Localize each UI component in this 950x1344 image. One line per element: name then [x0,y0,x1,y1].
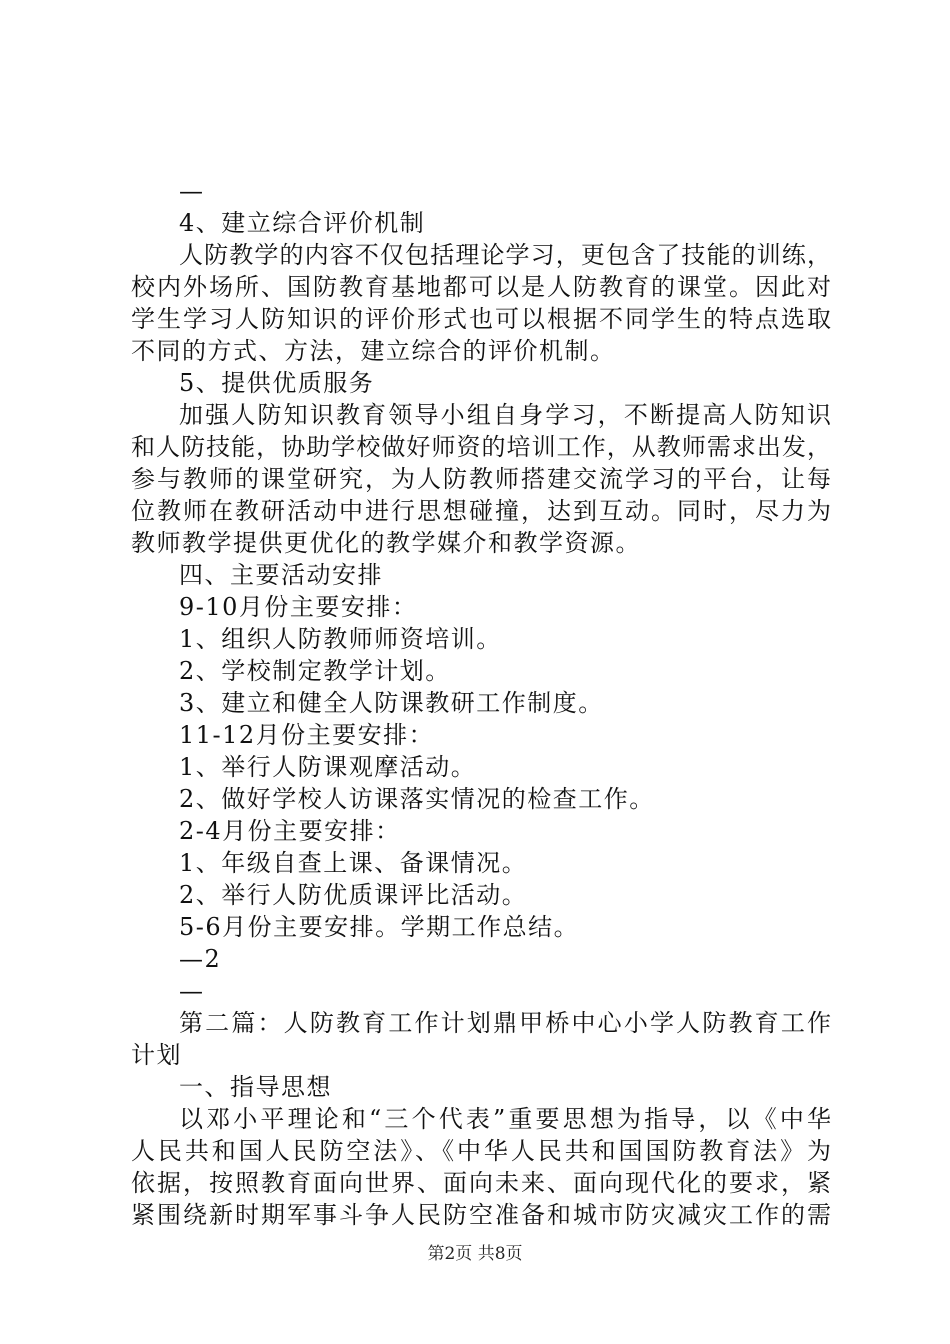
paragraph-line: 依据，按照教育面向世界、面向未来、面向现代化的要求，紧 [131,1169,831,1197]
schedule-heading: 5-6月份主要安排。学期工作总结。 [179,913,580,941]
dash-line: — [179,977,205,1005]
list-item: 3、建立和健全人防课教研工作制度。 [179,689,604,717]
list-item: 2、做好学校人访课落实情况的检查工作。 [179,785,655,813]
dash-line: —2 [179,945,222,973]
paragraph-line: 人防教学的内容不仅包括理论学习，更包含了技能的训练， [179,241,831,269]
schedule-heading: 9-10月份主要安排： [179,593,418,621]
section-heading: 5、提供优质服务 [179,369,375,397]
list-item: 2、学校制定教学计划。 [179,657,451,685]
paragraph-line: 位教师在教研活动中进行思想碰撞，达到互动。同时，尽力为 [131,497,831,525]
list-item: 1、年级自查上课、备课情况。 [179,849,528,877]
section-heading: 一、指导思想 [179,1073,332,1101]
paragraph-line: 紧围绕新时期军事斗争人民防空准备和城市防灾减灾工作的需 [131,1201,831,1229]
page-number-footer: 第2页 共8页 [427,1244,523,1264]
paragraph-line: 加强人防知识教育领导小组自身学习，不断提高人防知识 [179,401,831,429]
section-heading: 4、建立综合评价机制 [179,209,426,237]
dash-line: — [179,177,205,205]
paragraph-line: 参与教师的课堂研究，为人防教师搭建交流学习的平台，让每 [131,465,831,493]
section-heading: 四、主要活动安排 [179,561,383,589]
paragraph-line: 以邓小平理论和“三个代表”重要思想为指导，以《中华 [179,1105,831,1133]
paragraph-line: 不同的方式、方法，建立综合的评价机制。 [131,337,616,365]
chapter-title: 第二篇：人防教育工作计划鼎甲桥中心小学人防教育工作 [179,1009,831,1037]
chapter-title: 计划 [131,1041,182,1069]
paragraph-line: 教师教学提供更优化的教学媒介和教学资源。 [131,529,641,557]
list-item: 2、举行人防优质课评比活动。 [179,881,528,909]
paragraph-line: 校内外场所、国防教育基地都可以是人防教育的课堂。因此对 [131,273,831,301]
list-item: 1、组织人防教师师资培训。 [179,625,502,653]
schedule-heading: 2-4月份主要安排： [179,817,401,845]
paragraph-line: 学生学习人防知识的评价形式也可以根据不同学生的特点选取 [131,305,831,333]
paragraph-line: 和人防技能，协助学校做好师资的培训工作，从教师需求出发， [131,433,831,461]
list-item: 1、举行人防课观摩活动。 [179,753,477,781]
schedule-heading: 11-12月份主要安排： [179,721,435,749]
paragraph-line: 人民共和国人民防空法》、《中华人民共和国国防教育法》为 [131,1137,831,1165]
